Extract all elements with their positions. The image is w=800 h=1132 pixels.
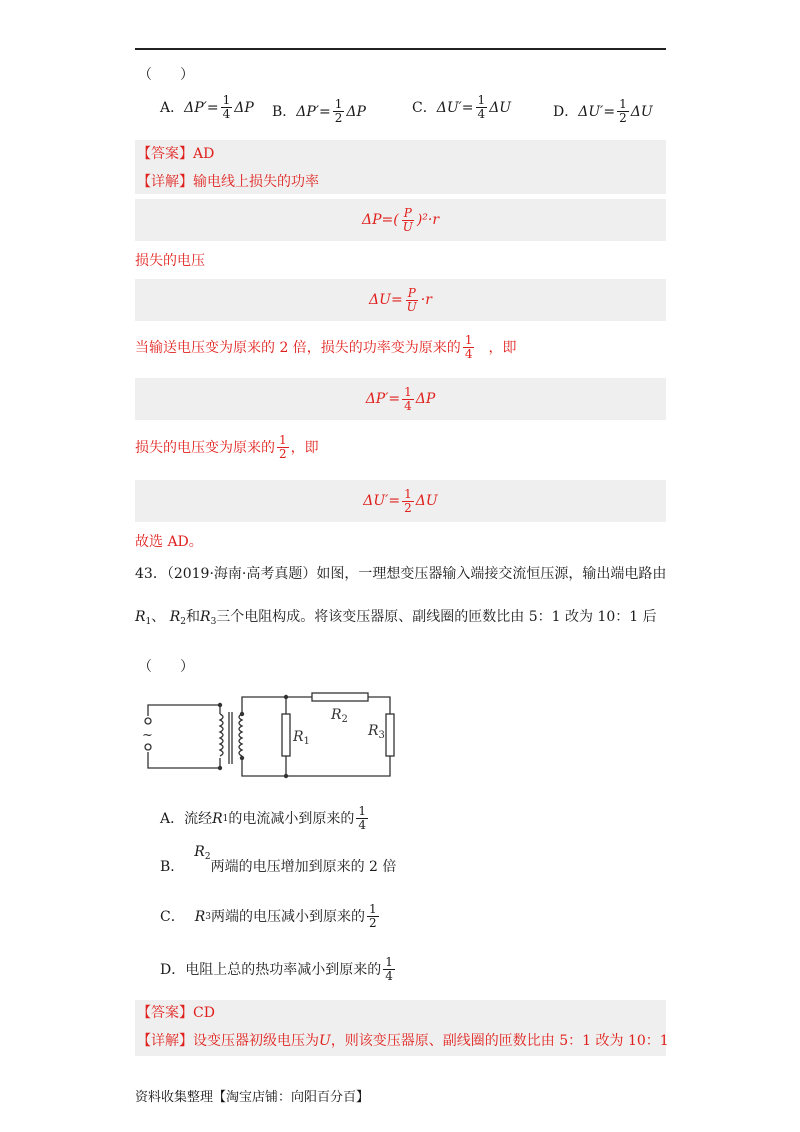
answer-label: 【答案】CD — [137, 1005, 215, 1021]
option-b-q43: B． $R_2$ 两端的电压增加到原来的 2 倍 — [160, 844, 397, 875]
option-d-q43: D． 电阻上总的热功率减小到原来的 $\frac{1}{4}$ — [160, 955, 393, 983]
junction-dot — [240, 756, 244, 760]
label-r1: $R_1$ — [293, 729, 310, 747]
detail-label: 【详解】输电线上损失的功率 — [137, 174, 319, 190]
option-a-top: A． ΔP′= $\frac{1}{4}$ ΔP — [160, 93, 254, 121]
option-b-top: B． ΔP′= $\frac{1}{2}$ ΔP — [272, 97, 366, 125]
formula-voltage-loss: ΔU= $\frac{P}{U}$ ·r — [369, 285, 432, 314]
question-43-paren: （ ） — [138, 659, 194, 675]
text-loss-voltage: 损失的电压 — [135, 253, 205, 269]
formula-power-new: ΔP′= $\frac{1}{4}$ ΔP — [365, 384, 436, 413]
option-d-top: D． ΔU′= $\frac{1}{2}$ ΔU — [553, 97, 653, 125]
question-43-line2: $R_1$、 $R_2$和$R_3$三个电阻构成。将该变压器原、副线圈的匝数比由 5：1 改为 10：1 后 — [135, 609, 657, 627]
ac-source-icon: ~ — [142, 728, 153, 743]
junction-dot — [218, 703, 222, 707]
detail-label: 【详解】设变压器初级电压为U，则该变压器原、副线圈的匝数比由 5：1 改为 10：1 — [137, 1033, 669, 1049]
option-a-q43: A． 流经 R 1 的电流减小到原来的 $\frac{1}{4}$ — [160, 804, 367, 832]
junction-dot — [240, 712, 244, 716]
junction-dot — [284, 774, 288, 778]
formula-power-loss: ΔP=( $\frac{P}{U}$ )²·r — [361, 205, 440, 234]
label-r2: $R_2$ — [331, 707, 348, 725]
text-voltage-change: 损失的电压变为原来的 $\frac{1}{2}$ ，即 — [135, 433, 319, 461]
circuit-diagram — [136, 688, 406, 780]
conclusion: 故选 AD。 — [135, 534, 203, 550]
junction-dot — [284, 695, 288, 699]
footer-text: 资料收集整理【淘宝店铺：向阳百分百】 — [135, 1090, 370, 1105]
junction-dot — [218, 766, 222, 770]
answer-label: 【答案】AD — [137, 146, 215, 162]
option-c-q43: C． R 3 两端的电压减小到原来的 $\frac{1}{2}$ — [160, 902, 377, 930]
question-43-line1: 43．（2019·海南·高考真题）如图，一理想变压器输入端接交流恒压源，输出端电路由 — [135, 566, 667, 582]
formula-voltage-new: ΔU′= $\frac{1}{2}$ ΔU — [363, 486, 438, 515]
label-r3: $R_3$ — [368, 723, 385, 741]
header-rule — [135, 48, 666, 50]
text-power-change: 当输送电压变为原来的 2 倍，损失的功率变为原来的 $\frac{1}{4}$ ，即 — [135, 333, 517, 361]
question-paren: （ ） — [138, 67, 194, 83]
option-c-top: C． ΔU′= $\frac{1}{4}$ ΔU — [412, 93, 512, 121]
